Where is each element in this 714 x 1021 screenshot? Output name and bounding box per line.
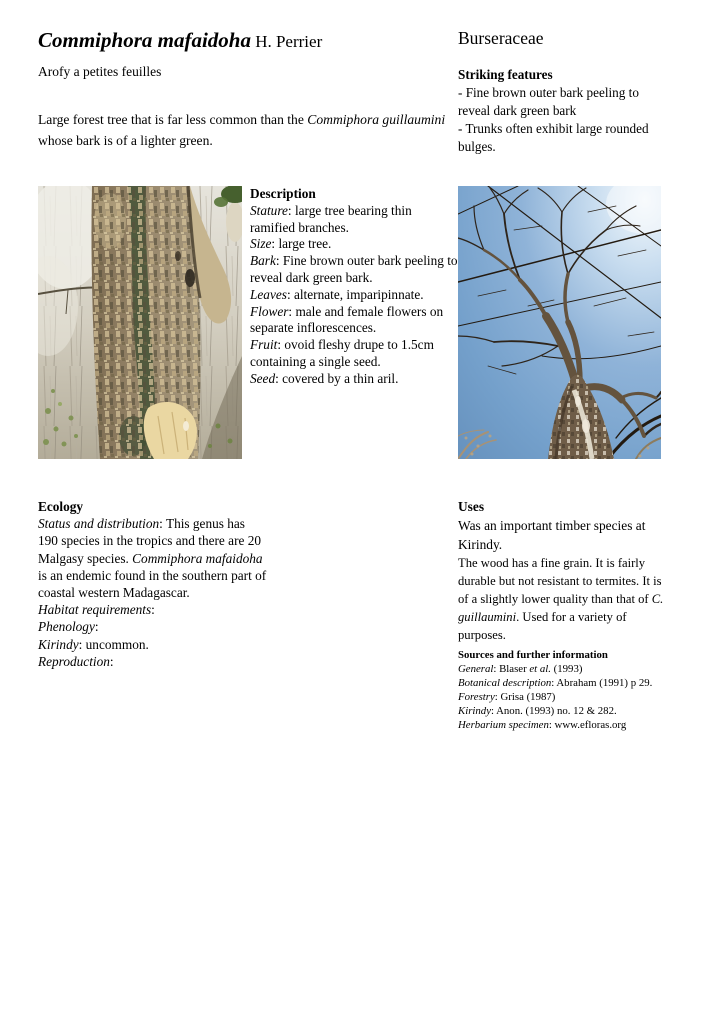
description-item: Seed: covered by a thin aril. <box>250 370 399 386</box>
description-item: Fruit: ovoid fleshy drupe to 1.5cm containing a single seed. <box>250 337 434 369</box>
description-item: Size: large tree. <box>250 236 332 252</box>
ecology-line: Habitat requirements: <box>38 602 155 618</box>
intro-paragraph: Large forest tree that is far less common than the Commiphora guillaumini whose bark is of a lighter green. <box>38 112 446 148</box>
ecology-line: Reproduction: <box>38 653 114 669</box>
striking-feature-item: - Fine brown outer bark peeling to reveal dark green bark <box>458 85 639 118</box>
source-entry: General: Blaser et al. (1993) <box>458 663 583 675</box>
uses-heading: Uses <box>458 499 485 514</box>
family-name: Burseraceae <box>458 28 544 48</box>
sources-section <box>458 648 712 732</box>
description-section <box>250 186 460 388</box>
bark-trunk-photo <box>38 186 242 459</box>
striking-feature-item: - Trunks often exhibit large rounded bulges. <box>458 121 649 154</box>
ecology-line: Status and distribution: This genus has 190 species in the tropics and there are 20 Malgasy species. Commiphora mafaidoha is an endemic found in the southern part of coastal western Madagascar. <box>38 516 267 601</box>
description-item: Flower: male and female flowers on separate inflorescences. <box>250 303 444 336</box>
ecology-line: Phenology: <box>38 619 99 635</box>
tree-canopy-photo <box>458 186 661 459</box>
ecology-line: Kirindy: uncommon. <box>38 636 149 652</box>
sources-heading: Sources and further information <box>458 649 608 661</box>
source-entry: Botanical description: Abraham (1991) p 29. <box>458 677 653 689</box>
description-heading: Description <box>250 186 316 201</box>
species-author: H. Perrier <box>250 32 323 51</box>
common-name: Arofy a petites feuilles <box>38 64 162 79</box>
uses-lead: Was an important timber species at Kirindy. <box>458 518 646 552</box>
ecology-heading: Ecology <box>38 499 84 514</box>
ecology-section <box>38 498 268 670</box>
description-item: Bark: Fine brown outer bark peeling to reveal dark green bark. <box>250 253 458 285</box>
striking-features-section <box>458 66 670 156</box>
page-title <box>38 27 322 55</box>
description-item: Leaves: alternate, imparipinnate. <box>250 286 424 302</box>
uses-body: The wood has a fine grain. It is fairly durable but not resistant to termites. It is of a slightly lower quality than that of C. guillaumini. Used for a variety of purposes. <box>458 556 664 642</box>
source-entry: Forestry: Grisa (1987) <box>458 691 556 703</box>
striking-features-heading: Striking features <box>458 67 553 82</box>
uses-section <box>458 498 670 644</box>
species-name: Commiphora mafaidoha <box>38 28 251 52</box>
description-item: Stature: large tree bearing thin ramified branches. <box>250 202 412 235</box>
source-entry: Herbarium specimen: www.efloras.org <box>458 719 627 731</box>
source-entry: Kirindy: Anon. (1993) no. 12 & 282. <box>458 705 617 717</box>
